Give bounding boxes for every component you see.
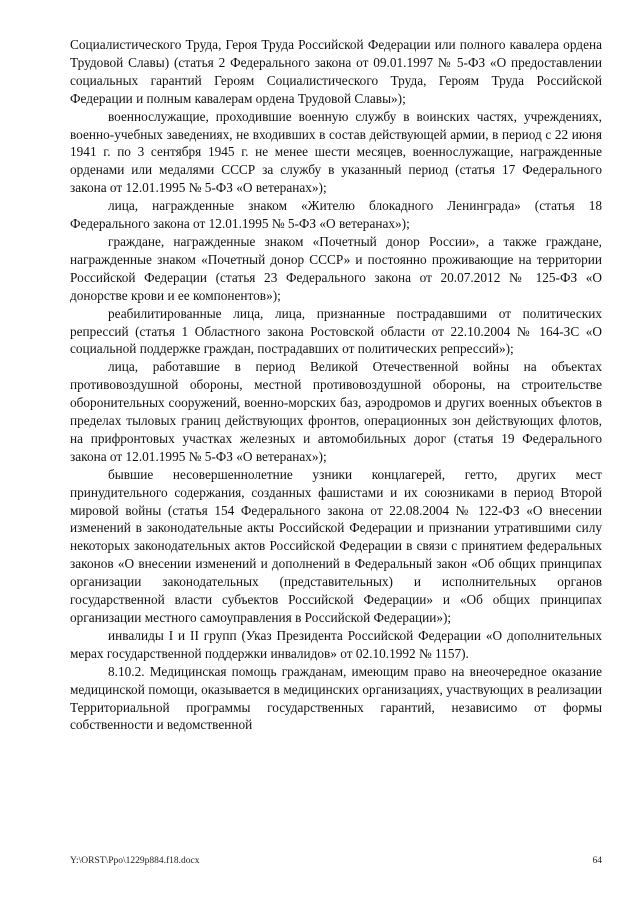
footer-file-path: Y:\ORST\Ppo\1229p884.f18.docx	[70, 856, 200, 866]
paragraph-disabled: инвалиды I и II групп (Указ Президента Российской Федерации «О дополнительных мерах государственной поддержки инвалидов» от 02.10.1992 № 1157).	[70, 627, 602, 661]
page-footer	[70, 856, 602, 866]
paragraph-air-defense-workers: лица, работавшие в период Великой Отечественной войны на объектах противовоздушной обороны, местной противовоздушной обороны, на строительстве оборонительных сооружений, военно-морских баз, аэродромов и других военных объектов в пределах тыловых границ действующих фронтов, операционных зон действующих флотов, на прифронтовых участках железных и автомобильных дорог (статья 19 Федерального закона от 12.01.1995 № 5-ФЗ «О ветеранах»);	[70, 359, 602, 464]
paragraph-honorary-donor: граждане, награжденные знаком «Почетный донор России», а также граждане, награжденные знаком «Почетный донор СССР» и постоянно проживающие на территории Российской Федерации (статья 23 Федерального закона от 20.07.2012 № 125-ФЗ «О донорстве крови и ее компонентов»);	[70, 233, 602, 303]
paragraph-leningrad-siege: лица, награжденные знаком «Жителю блокадного Ленинграда» (статья 18 Федерального закона от 12.01.1995 № 5-ФЗ «О ветеранах»);	[70, 198, 602, 232]
page-number: 64	[592, 856, 602, 866]
paragraph-former-prisoners: бывшие несовершеннолетние узники концлагерей, гетто, других мест принудительного содержания, созданных фашистами и их союзниками в период Второй мировой войны (статья 154 Федерального закона от 22.08.2004 № 122-ФЗ «О внесении изменений в законодательные акты Российской Федерации и признании утратившими силу некоторых законодательных актов Российской Федерации в связи с принятием федеральных законов «О внесении изменений и дополнений в Федеральный закон «Об общих принципах организации законодательных (представительных) и исполнительных органов государственной власти субъектов Российской Федерации» и «Об общих принципах организации местного самоуправления в Российской Федерации»);	[70, 466, 602, 625]
paragraph-rehabilitated: реабилитированные лица, лица, признанные пострадавшими от политических репрессий (статья 1 Областного закона Ростовской области от 22.10.2004 № 164-ЗС «О социальной поддержке граждан, пострадавших от политических репрессий»);	[70, 305, 602, 357]
document-body	[70, 36, 602, 734]
paragraph-continuation: Социалистического Труда, Героя Труда Российской Федерации или полного кавалера ордена Трудовой Славы) (статья 2 Федерального закона от 09.01.1997 № 5-ФЗ «О предоставлении социальных гарантий Героям Социалистического Труда, Героям Труда Российской Федерации и полным кавалерам ордена Трудовой Славы»);	[70, 37, 602, 106]
paragraph-military-servicemen: военнослужащие, проходившие военную службу в воинских частях, учреждениях, военно-учебных заведениях, не входивших в состав действующей армии, в период с 22 июня 1941 г. по 3 сентября 1945 г. не менее шести месяцев, военнослужащие, награжденные орденами или медалями СССР за службу в указанный период (статья 17 Федерального закона от 12.01.1995 № 5-ФЗ «О ветеранах»);	[70, 108, 602, 196]
paragraph-section-8-10-2: 8.10.2. Медицинская помощь гражданам, имеющим право на внеочередное оказание медицинской помощи, оказывается в медицинских организациях, участвующих в реализации Территориальной программы государственных гарантий, независимо от формы собственности и ведомственной	[70, 663, 602, 733]
